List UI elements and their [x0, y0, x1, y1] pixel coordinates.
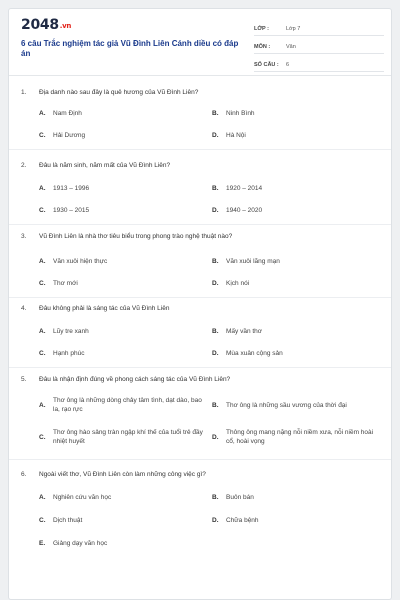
option-letter: B. — [212, 110, 219, 117]
question-separator — [9, 149, 391, 150]
option-letter: C. — [39, 517, 46, 524]
option-d[interactable] — [212, 428, 382, 446]
meta-row-count — [254, 54, 384, 72]
option-c[interactable] — [39, 131, 85, 140]
sheet-header — [9, 9, 391, 67]
meta-row-subject — [254, 36, 384, 54]
option-letter: D. — [212, 433, 219, 441]
option-text: Thơ ông là những dòng chảy tâm tình, dạt dào, bao la, rạo rực — [53, 397, 202, 413]
option-text: Thơ ông hào sảng tràn ngập khí thế của tuổi trẻ đầy nhiệt huyết — [53, 429, 203, 445]
question-label: Địa danh nào sau đây là quê hương của Vũ Đình Liên? — [39, 89, 199, 96]
option-letter: A. — [39, 258, 46, 265]
option-c[interactable] — [39, 206, 89, 215]
option-text: 1940 – 2020 — [226, 207, 263, 214]
question-label: Đâu không phải là sáng tác của Vũ Đình Liên — [39, 305, 170, 312]
option-text: Văn xuôi hiện thực — [53, 258, 108, 265]
question-text — [21, 376, 381, 383]
option-letter: B. — [212, 258, 219, 265]
option-letter: D. — [212, 207, 219, 214]
meta-label: SỐ CÂU : — [254, 62, 279, 68]
option-d[interactable] — [212, 279, 249, 288]
question-number: 5. — [21, 376, 27, 383]
option-text: Kịch nói — [226, 280, 250, 287]
meta-label: LỚP : — [254, 26, 269, 32]
option-text: Thơ ông là những sầu vương của thời đại — [226, 401, 347, 409]
question-label: Đâu là nhận định đúng về phong cách sáng tác của Vũ Đình Liên? — [39, 376, 231, 383]
option-a[interactable] — [39, 184, 89, 193]
option-a[interactable] — [39, 109, 82, 118]
question-separator — [9, 459, 391, 460]
quiz-title: 6 câu Trắc nghiệm tác giả Vũ Đình Liên Cánh diều có đáp án — [21, 39, 239, 58]
question-number: 1. — [21, 89, 27, 96]
option-letter: D. — [212, 350, 219, 357]
option-a[interactable] — [39, 396, 209, 414]
option-letter: C. — [39, 207, 46, 214]
option-text: Giảng dạy văn học — [53, 540, 108, 547]
option-text: Chữa bệnh — [226, 517, 259, 524]
option-text: Buôn bán — [226, 494, 254, 501]
option-letter: B. — [212, 494, 219, 501]
question-separator — [9, 367, 391, 368]
quiz-sheet — [8, 8, 392, 600]
question-text — [21, 162, 381, 169]
option-a[interactable] — [39, 257, 107, 266]
option-b[interactable] — [212, 257, 280, 266]
option-b[interactable] — [212, 109, 255, 118]
option-a[interactable] — [39, 327, 89, 336]
question-label: Đâu là năm sinh, năm mất của Vũ Đình Liên? — [39, 162, 171, 169]
option-b[interactable] — [212, 396, 382, 414]
question-separator — [9, 297, 391, 298]
option-text: Hạnh phúc — [53, 350, 85, 357]
option-text: Mùa xuân cộng sản — [226, 350, 283, 357]
option-text: Nam Định — [53, 110, 82, 117]
meta-value: Văn — [286, 44, 296, 50]
option-letter: A. — [39, 328, 46, 335]
header-divider — [9, 75, 391, 76]
question-text — [21, 89, 381, 96]
question-separator — [9, 224, 391, 225]
option-d[interactable] — [212, 206, 262, 215]
option-d[interactable] — [212, 349, 283, 358]
option-b[interactable] — [212, 493, 254, 502]
question-label: Vũ Đình Liên là nhà thơ tiêu biểu trong phong trào nghệ thuật nào? — [39, 233, 233, 240]
option-text: Hải Dương — [53, 132, 86, 139]
option-e[interactable] — [39, 539, 107, 548]
option-letter: E. — [39, 540, 46, 547]
option-text: 1913 – 1996 — [53, 185, 90, 192]
option-text: Ninh Bình — [226, 110, 255, 117]
question-text — [21, 471, 381, 478]
option-text: Hà Nội — [226, 132, 246, 139]
question-text — [21, 233, 381, 240]
option-letter: A. — [39, 185, 46, 192]
option-letter: D. — [212, 517, 219, 524]
option-c[interactable] — [39, 428, 209, 446]
option-text: 1930 – 2015 — [53, 207, 90, 214]
option-b[interactable] — [212, 327, 262, 336]
option-a[interactable] — [39, 493, 111, 502]
question-number: 4. — [21, 305, 27, 312]
option-text: Văn xuôi lãng mạn — [226, 258, 280, 265]
option-letter: C. — [39, 433, 46, 441]
option-letter: D. — [212, 280, 219, 287]
option-letter: C. — [39, 350, 46, 357]
option-text: Thơ mới — [53, 280, 78, 287]
option-d[interactable] — [212, 131, 246, 140]
option-letter: D. — [212, 132, 219, 139]
meta-value: 6 — [286, 62, 290, 68]
logo-text: 2048 — [21, 17, 59, 33]
option-letter: B. — [212, 185, 219, 192]
option-text: Nghiên cứu văn học — [53, 494, 112, 501]
option-text: Dịch thuật — [53, 517, 83, 524]
option-text: Thông ông mang nặng nỗi niềm xưa, nỗi niềm hoài cổ, hoài vọng — [226, 429, 374, 445]
option-d[interactable] — [212, 516, 259, 525]
option-letter: B. — [212, 328, 219, 335]
meta-label: MÔN : — [254, 44, 271, 50]
option-letter: A. — [39, 494, 46, 501]
question-text — [21, 305, 381, 312]
option-b[interactable] — [212, 184, 262, 193]
option-text: Lũy tre xanh — [53, 328, 89, 335]
option-c[interactable] — [39, 279, 78, 288]
meta-value: Lớp 7 — [286, 26, 301, 32]
question-number: 2. — [21, 162, 27, 169]
option-letter: C. — [39, 132, 46, 139]
question-number: 3. — [21, 233, 27, 240]
option-text: Mấy vần thơ — [226, 328, 263, 335]
option-letter: B. — [212, 401, 219, 409]
question-label: Ngoài viết thơ, Vũ Đình Liên còn làm những công việc gì? — [39, 471, 206, 478]
option-c[interactable] — [39, 516, 82, 525]
option-text: 1920 – 2014 — [226, 185, 263, 192]
option-letter: A. — [39, 110, 46, 117]
quiz-meta — [254, 18, 384, 72]
option-c[interactable] — [39, 349, 84, 358]
question-number: 6. — [21, 471, 27, 478]
logo-suffix: .vn — [59, 22, 72, 30]
option-letter: C. — [39, 280, 46, 287]
option-letter: A. — [39, 401, 46, 409]
meta-row-class — [254, 18, 384, 36]
